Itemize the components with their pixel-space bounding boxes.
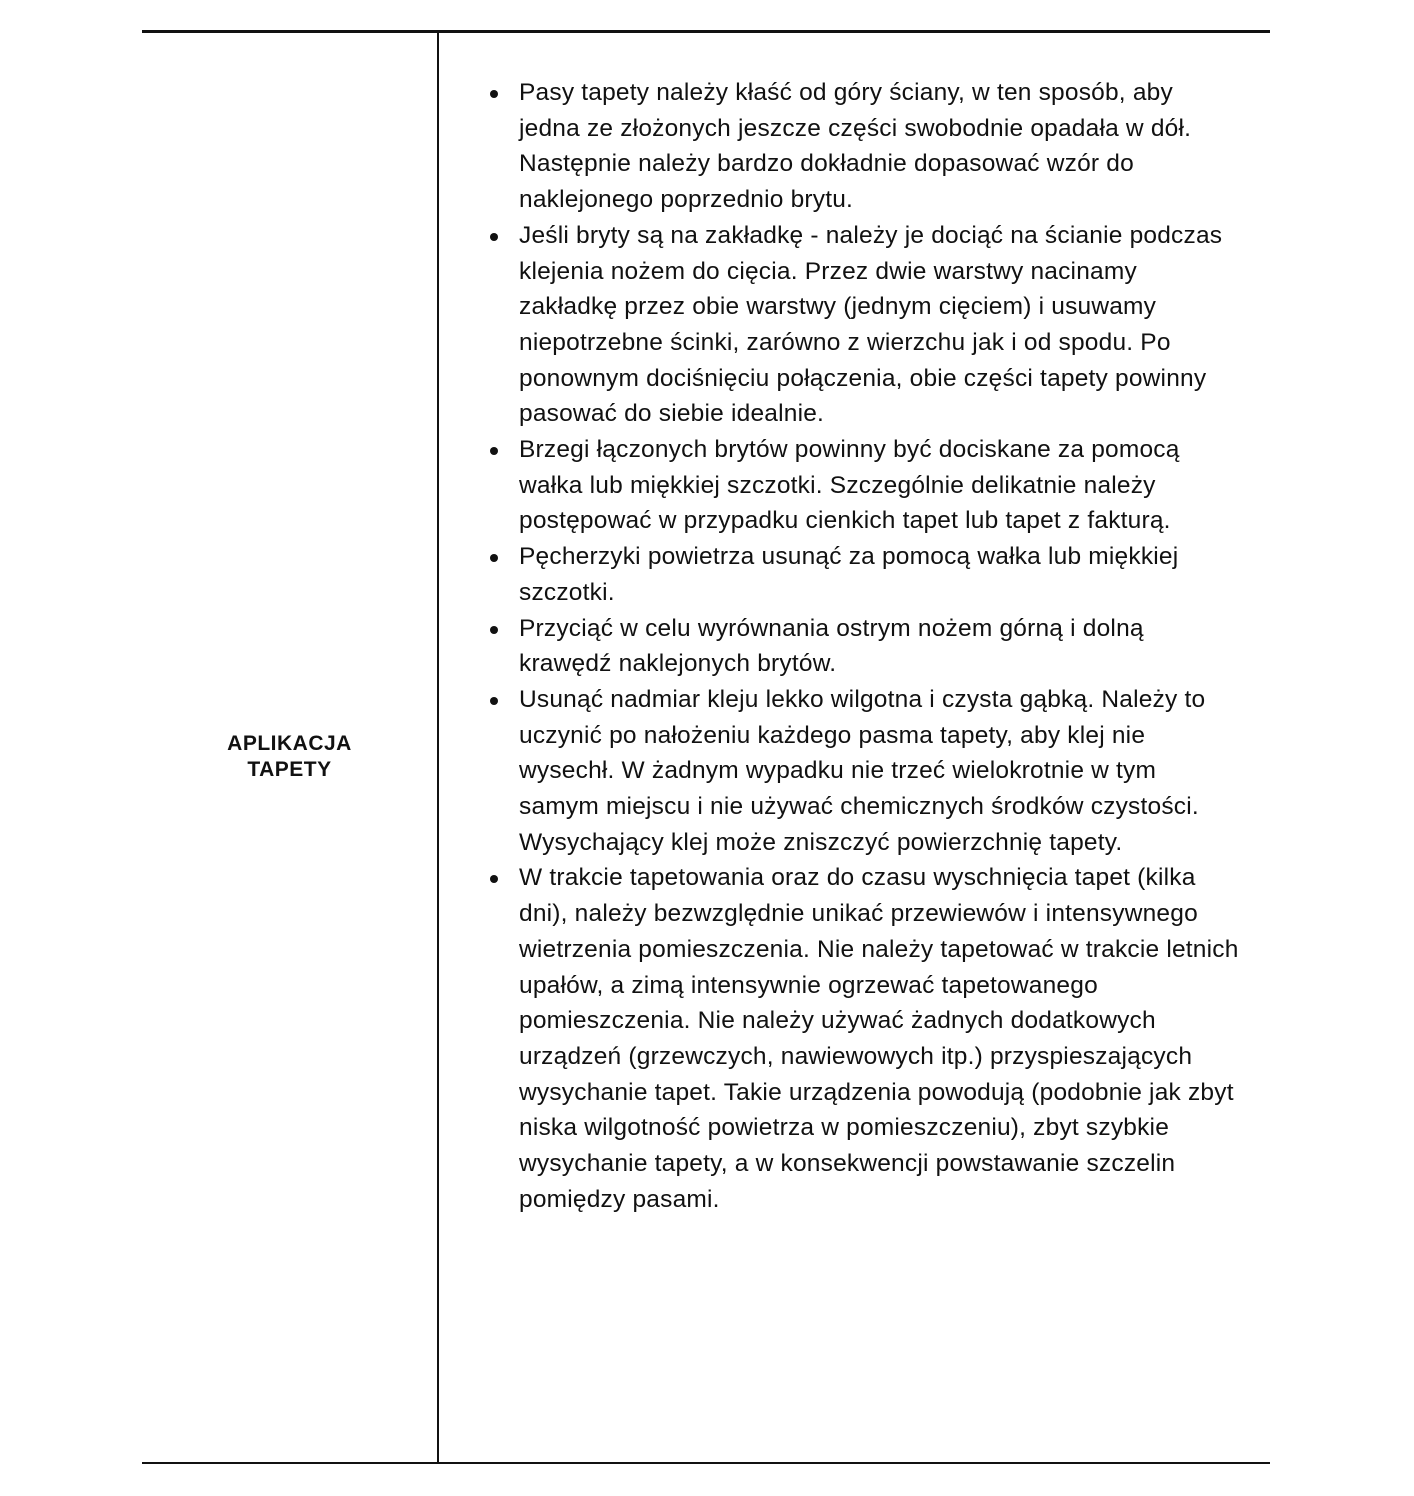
list-item: Przyciąć w celu wyrównania ostrym nożem górną i dolną krawędź naklejonych brytów. [519,611,1239,682]
instruction-list [519,75,1239,1218]
section-content-cell [439,33,1270,1462]
section-label-cell [142,33,437,1462]
list-item: Brzegi łączonych brytów powinny być dociskane za pomocą wałka lub miękkiej szczotki. Szczególnie delikatnie należy postępować w przypadku cienkich tapet lub tapet z fakturą. [519,432,1239,539]
section-label: APLIKACJA TAPETY [227,731,352,781]
list-item: Pasy tapety należy kłaść od góry ściany, w ten sposób, aby jedna ze złożonych jeszcze części swobodnie opadała w dół. Następnie należy bardzo dokładnie dopasować wzór do naklejonego poprzednio brytu. [519,75,1239,218]
list-item: W trakcie tapetowania oraz do czasu wyschnięcia tapet (kilka dni), należy bezwzględnie unikać przewiewów i intensywnego wietrzenia pomieszczenia. Nie należy tapetować w trakcie letnich upałów, a zimą intensywnie ogrzewać tapetowanego pomieszczenia. Nie należy używać żadnych dodatkowych urządzeń (grzewczych, nawiewowych itp.) przyspieszających wysychanie tapet. Takie urządzenia powodują (podobnie jak zbyt niska wilgotność powietrza w pomieszczeniu), zbyt szybkie wysychanie tapety, a w konsekwencji powstawanie szczelin pomiędzy pasami. [519,860,1239,1217]
list-item: Jeśli bryty są na zakładkę - należy je dociąć na ścianie podczas klejenia nożem do cięcia. Przez dwie warstwy nacinamy zakładkę przez obie warstwy (jednym cięciem) i usuwamy niepotrzebne ścinki, zarówno z wierzchu jak i od spodu. Po ponownym dociśnięciu połączenia, obie części tapety powinny pasować do siebie idealnie. [519,218,1239,432]
list-item: Pęcherzyki powietrza usunąć za pomocą wałka lub miękkiej szczotki. [519,539,1239,610]
list-item: Usunąć nadmiar kleju lekko wilgotna i czysta gąbką. Należy to uczynić po nałożeniu każdego pasma tapety, aby klej nie wysechł. W żadnym wypadku nie trzeć wielokrotnie w tym samym miejscu i nie używać chemicznych środków czystości. Wysychający klej może zniszczyć powierzchnię tapety. [519,682,1239,861]
instruction-table [142,30,1270,1464]
